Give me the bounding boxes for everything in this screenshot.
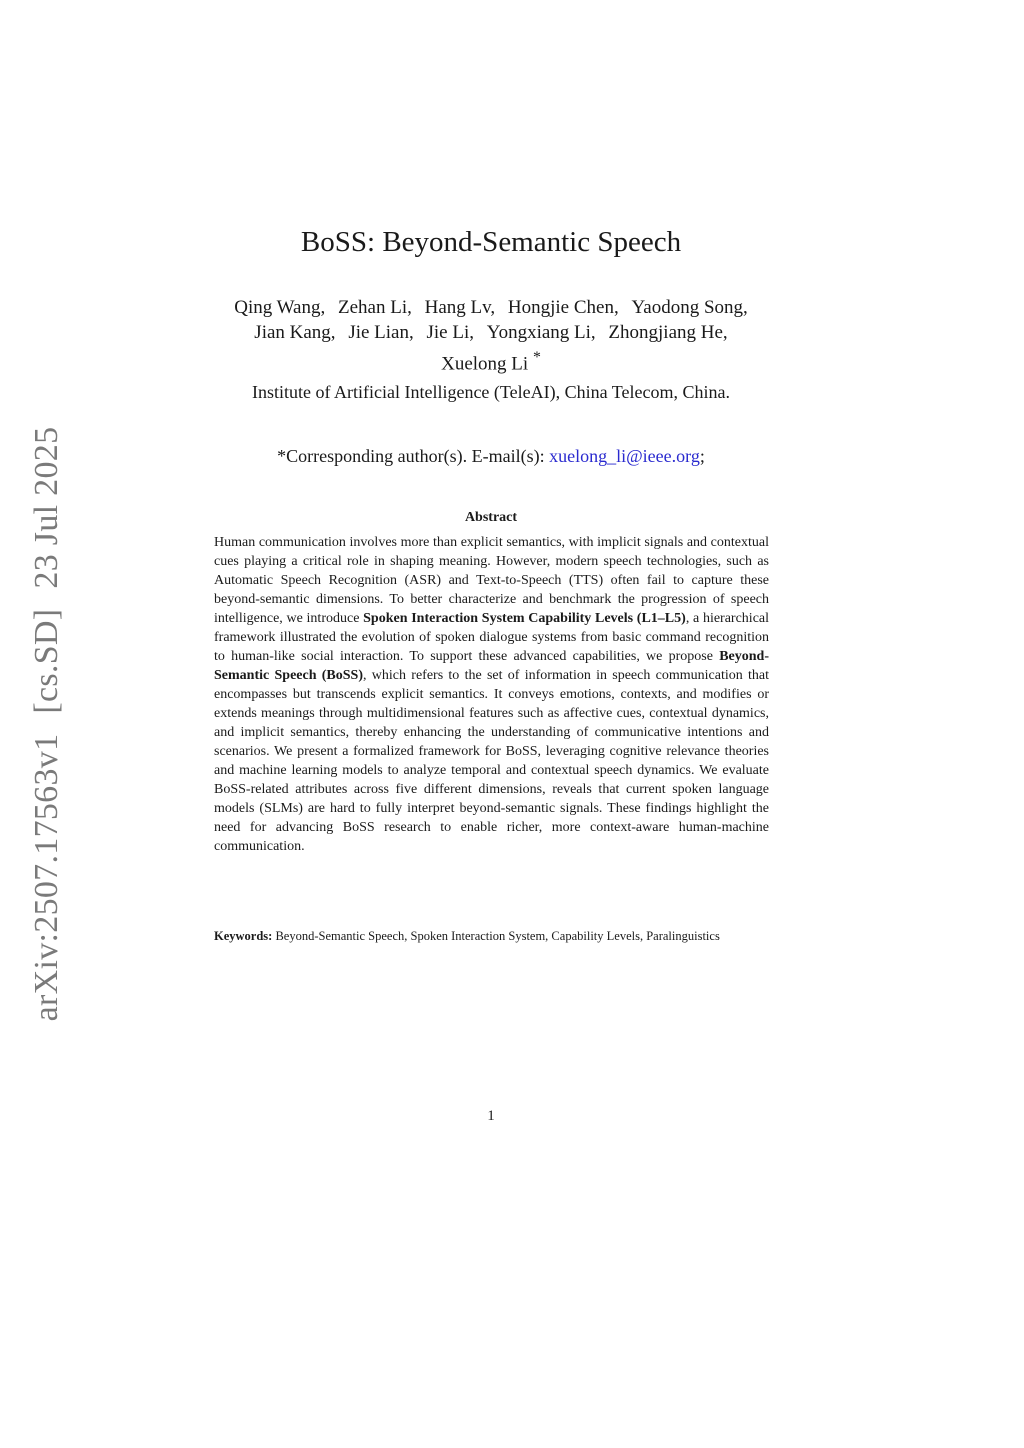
- arxiv-date: 23 Jul 2025: [28, 426, 65, 589]
- author: Zehan Li,: [337, 297, 412, 318]
- abstract-emphasis: Spoken Interaction System Capability Levels (L1–L5): [363, 611, 686, 626]
- page-number: 1: [487, 1108, 495, 1124]
- abstract-heading: Abstract: [464, 510, 518, 525]
- affiliation: Institute of Artificial Intelligence (TeleAI), China Telecom, China.: [252, 382, 730, 402]
- abstract-body: [214, 533, 769, 856]
- arxiv-category: [cs.SD]: [28, 608, 65, 714]
- keywords-label: Keywords:: [214, 929, 273, 943]
- abstract-text: , a hierarchical framework illustrated the evolution of spoken dialogue systems from basic command recognition to human-like social interaction. To support these advanced capabilities, we propose: [214, 611, 770, 664]
- corresponding-author: [0, 446, 982, 467]
- author: Xuelong Li: [441, 353, 529, 375]
- author: Yongxiang Li,: [486, 322, 596, 343]
- corresponding-mark: *: [532, 349, 541, 366]
- abstract-emphasis: Beyond-Semantic Speech (BoSS): [214, 649, 769, 683]
- author: Hongjie Chen,: [507, 297, 619, 318]
- keywords: [214, 928, 769, 945]
- author: Yaodong Song,: [631, 297, 748, 318]
- arxiv-identifier-stamp: [28, 417, 66, 1032]
- author: Jie Li,: [426, 322, 474, 343]
- author: Hang Lv,: [424, 297, 496, 318]
- author-line-1: [0, 295, 982, 320]
- abstract-text: , which refers to the set of information in speech communication that encompasses but transcends explicit semantics. It conveys emotions, contexts, and modifies or extends meanings through multidimensional features such as affective cues, contextual dynamics, and implicit semantics, thereby enhancing the understanding of communicative intentions and scenarios. We present a formalized framework for BoSS, leveraging cognitive relevance theories and machine learning models to analyze temporal and contextual speech dynamics. We evaluate BoSS-related attributes across five different dimensions, reveals that current spoken language models (SLMs) are hard to fully interpret beyond-semantic signals. These findings highlight the need for advancing BoSS research to enable richer, more context-aware human-machine communication.: [214, 668, 769, 854]
- author: Jian Kang,: [254, 322, 336, 343]
- author: Jie Lian,: [348, 322, 414, 343]
- author-line-3: [0, 345, 982, 376]
- author: Qing Wang,: [234, 297, 326, 318]
- corresponding-label: *Corresponding author(s). E-mail(s):: [277, 446, 545, 466]
- arxiv-id: arXiv:2507.17563v1: [28, 733, 65, 1022]
- email-link[interactable]: xuelong_li@ieee.org: [549, 446, 700, 466]
- author-list: [0, 295, 982, 376]
- author-line-2: [0, 320, 982, 345]
- author: Zhongjiang He,: [608, 322, 728, 343]
- corresponding-suffix: ;: [699, 446, 705, 466]
- keywords-text: Beyond-Semantic Speech, Spoken Interaction System, Capability Levels, Paralinguistics: [272, 929, 720, 943]
- paper-title: BoSS: Beyond-Semantic Speech: [300, 226, 682, 258]
- abstract-text: Human communication involves more than explicit semantics, with implicit signals and contextual cues playing a critical role in shaping meaning. However, modern speech technologies, such as Automatic Speech Recognition (ASR) and Text-to-Speech (TTS) often fail to capture these beyond-semantic dimensions. To better characterize and benchmark the progression of speech intelligence, we introduce: [214, 535, 769, 626]
